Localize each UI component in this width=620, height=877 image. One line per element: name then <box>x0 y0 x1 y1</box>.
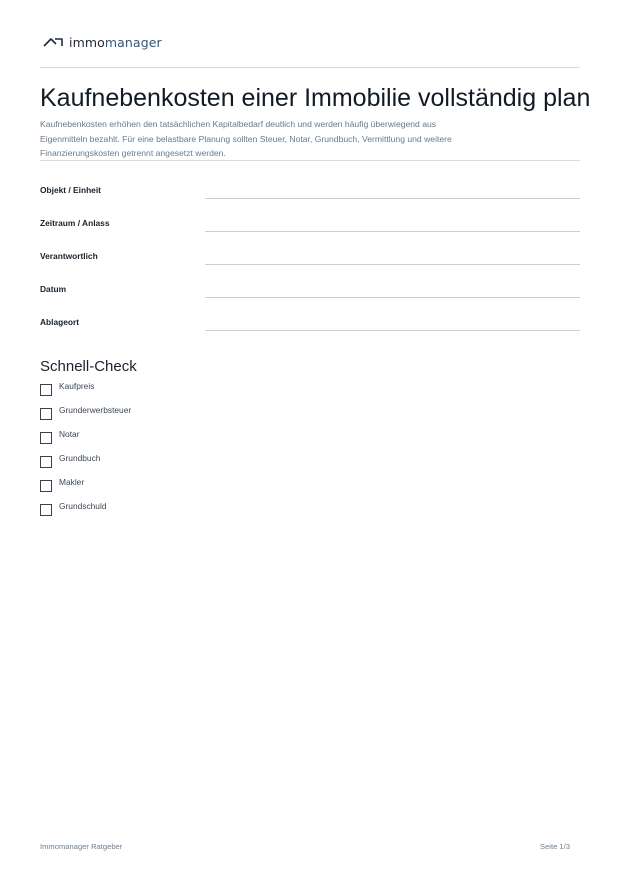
intro-line-2: Eigenmitteln bezahlt. Für eine belastbare Planung sollten Steuer, Notar, Grundbuch, Vermittlung und weitere <box>40 133 452 144</box>
field-objekt <box>40 185 580 205</box>
field-label: Objekt / Einheit <box>40 185 101 195</box>
brand-logo <box>43 34 162 50</box>
field-label: Verantwortlich <box>40 251 98 261</box>
checklist-item[interactable] <box>40 453 100 469</box>
field-datum <box>40 284 580 304</box>
checklist-item[interactable] <box>40 405 131 421</box>
checkbox[interactable] <box>40 456 52 468</box>
header-divider <box>40 67 580 68</box>
field-label: Zeitraum / Anlass <box>40 218 110 228</box>
intro-line-3: Finanzierungskosten getrennt angesetzt werden. <box>40 148 226 158</box>
intro-paragraph <box>40 117 460 161</box>
checkbox[interactable] <box>40 384 52 396</box>
logo-wordmark-accent: manager <box>104 34 162 50</box>
checklist-item-label: Grundschuld <box>59 501 107 511</box>
page-title: Kaufnebenkosten einer Immobilie vollständig plan <box>40 84 591 112</box>
checklist-item-label: Kaufpreis <box>59 381 95 391</box>
roof-icon <box>43 37 63 47</box>
checklist-item-label: Makler <box>59 477 85 487</box>
checkbox[interactable] <box>40 408 52 420</box>
page-number: Seite 1/3 <box>540 842 570 851</box>
field-input-line[interactable] <box>205 264 580 265</box>
checklist-item-label: Grunderwerbsteuer <box>59 405 132 415</box>
field-zeitraum <box>40 218 580 238</box>
checklist-item[interactable] <box>40 381 94 397</box>
logo-wordmark <box>69 35 162 50</box>
checklist-item[interactable] <box>40 429 79 445</box>
field-input-line[interactable] <box>205 330 580 331</box>
field-input-line[interactable] <box>205 198 580 199</box>
checklist-title: Schnell-Check <box>40 358 137 375</box>
checkbox[interactable] <box>40 504 52 516</box>
field-label: Ablageort <box>40 317 80 327</box>
field-input-line[interactable] <box>205 231 580 232</box>
checkbox[interactable] <box>40 480 52 492</box>
checklist-item-label: Notar <box>59 429 80 439</box>
intro-line-1: Kaufnebenkosten erhöhen den tatsächlichen Kapitalbedarf deutlich und werden häufig überwiegend aus <box>40 119 437 129</box>
field-label: Datum <box>40 284 67 294</box>
field-input-line[interactable] <box>205 297 580 298</box>
field-ablageort <box>40 317 580 337</box>
checkbox[interactable] <box>40 432 52 444</box>
footer-source: Immomanager Ratgeber <box>40 842 123 851</box>
checklist-item[interactable] <box>40 501 107 517</box>
intro-divider <box>40 160 580 161</box>
checklist-item-label: Grundbuch <box>59 453 101 463</box>
field-verantwortlich <box>40 251 580 271</box>
logo-wordmark-main: immo <box>69 34 105 50</box>
checklist-item[interactable] <box>40 477 84 493</box>
